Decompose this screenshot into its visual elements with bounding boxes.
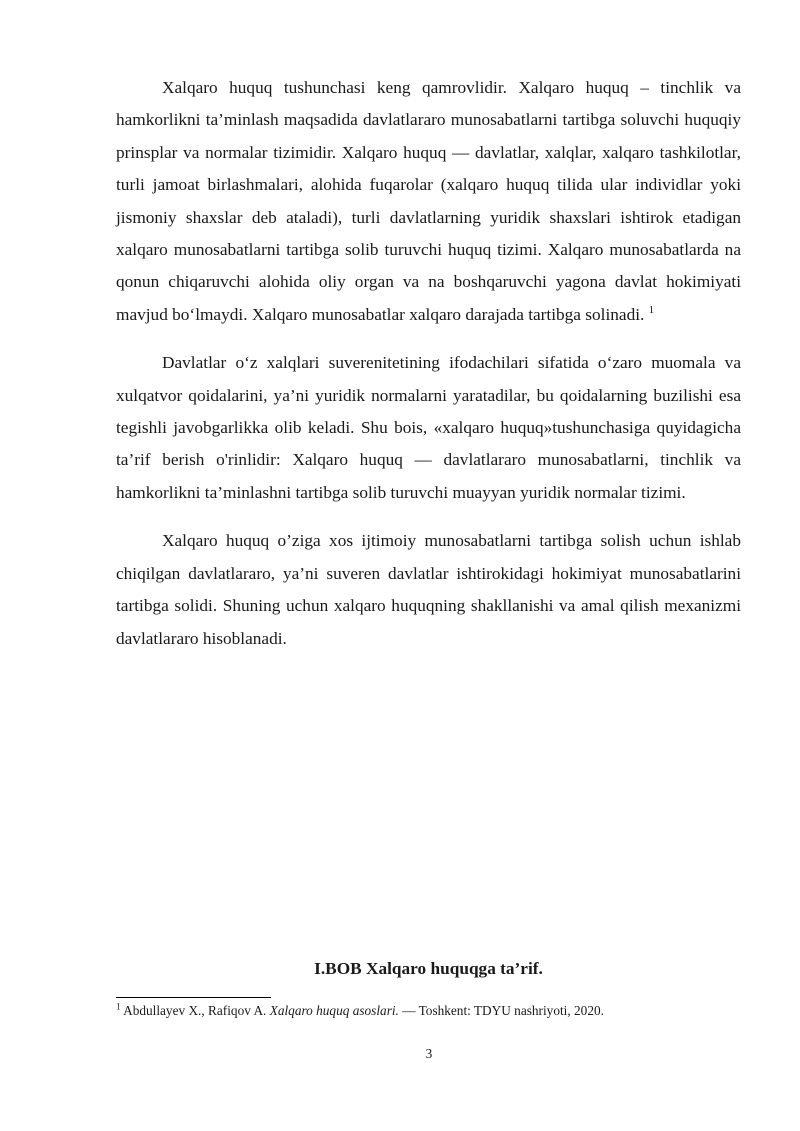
paragraph-1 bbox=[116, 72, 741, 331]
page-number: 3 bbox=[425, 1046, 433, 1061]
paragraph-2-text: Davlatlar o‘z xalqlari suverenitetining ifodachilari sifatida o‘zaro muomala va xulqatvor qoidalarini, ya’ni yuridik normalarni yaratadilar, bu qoidalarning buzilishi esa tegishli javobgarlikka olib keladi. Shu bois, «xalqaro huquq»tushunchasiga quyidagicha ta’rif berish o'rinlidir: Xalqaro huquq — davlatlararo munosabatlarni, tinchlik va hamkorlikni ta’minlashni tartibga solib turuvchi muayyan yuridik normalar tizimi. bbox=[116, 353, 741, 502]
footnote bbox=[116, 1002, 741, 1020]
footnote-publisher: — Toshkent: TDYU nashriyoti, 2020. bbox=[398, 1003, 604, 1018]
footnote-authors: Abdullayev X., Rafiqov A. bbox=[120, 1003, 270, 1018]
body-text bbox=[116, 72, 741, 671]
chapter-title: I.BOB Xalqaro huquqga ta’rif. bbox=[314, 959, 543, 978]
footnote-number: 1 bbox=[116, 1001, 121, 1012]
paragraph-3 bbox=[116, 525, 741, 655]
footnote-divider bbox=[116, 997, 271, 998]
paragraph-1-text: Xalqaro huquq tushunchasi keng qamrovlidir. Xalqaro huquq – tinchlik va hamkorlikni ta’minlash maqsadida davlatlararo munosabatlarni tartibga soluvchi huquqiy prinsplаr va normalar tizimidir. Xalqaro huquq — davlatlar, xalqlar, xalqaro tashkilotlar, turli jamoat birlashmalari, alohida fuqarolar (xalqaro huquq tilida ular individlar yoki jismoniy shaxslar deb ataladi), turli davlatlarning yuridik shaxslari ishtirok etadigan xalqaro munosabatlarni tartibga solib turuvchi huquq tizimi. Xalqaro munosabatlarda na qonun chiqaruvchi alohida oliy organ va na boshqaruvchi yagona davlat hokimiyati mavjud bo‘lmaydi. Xalqaro munosabatlar xalqaro darajada tartibga solinadi. bbox=[116, 78, 741, 324]
footnote-reference[interactable]: 1 bbox=[648, 304, 655, 317]
paragraph-3-text: Xalqaro huquq o’ziga xos ijtimoiy munosabatlarni tartibga solish uchun ishlab chiqilgan davlatlararo, ya’ni suveren davlatlar ishtirokidagi hokimiyat munosabatlarini tartibga solidi. Shuning uchun xalqaro huquqning shakllanishi va amal qilish mexanizmi davlatlararo hisoblanadi. bbox=[116, 531, 741, 648]
paragraph-2 bbox=[116, 347, 741, 509]
footnote-book-title: Xalqaro huquq asoslari. bbox=[269, 1003, 399, 1018]
